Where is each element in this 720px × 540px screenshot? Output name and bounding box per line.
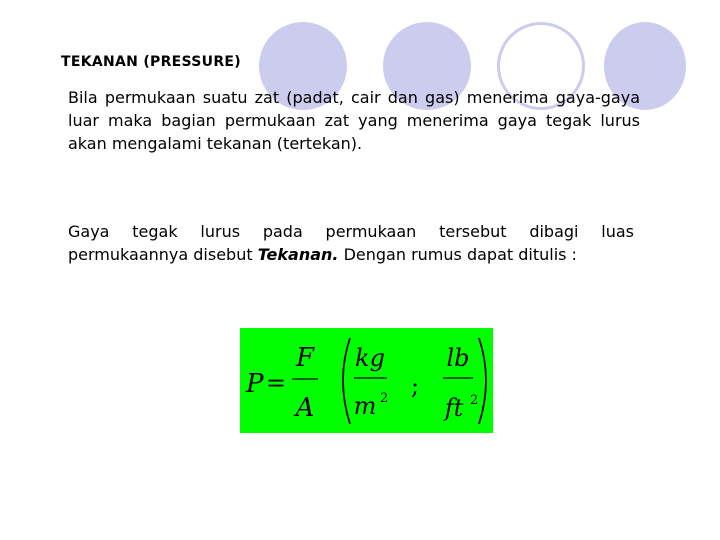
- formula-right-paren: [479, 338, 486, 424]
- formula-denominator-a: A: [295, 393, 315, 423]
- pressure-formula: [240, 328, 493, 433]
- paragraph-1: Bila permukaan suatu zat (padat, cair dan gas) menerima gaya-gaya luar maka bagian permukaan zat yang menerima gaya tegak lurus akan mengalami tekanan (tertekan).: [68, 88, 640, 153]
- formula-unit2-exponent: 2: [470, 393, 479, 408]
- formula-unit1-exponent: 2: [380, 391, 389, 406]
- formula-unit-ft: ft: [444, 394, 464, 422]
- formula-svg: [240, 328, 493, 433]
- paragraph-2: [68, 220, 634, 266]
- formula-unit-lb: lb: [446, 344, 470, 372]
- paragraph-2-text-end: Dengan rumus dapat ditulis :: [338, 245, 577, 264]
- formula-unit-m: m: [353, 392, 377, 420]
- formula-p: P: [246, 369, 264, 399]
- formula-separator: ;: [411, 372, 420, 400]
- paragraph-2-text: Gaya tegak lurus pada permukaan tersebut dibagi luas permukaannya disebut: [68, 222, 634, 264]
- formula-left-paren: [343, 338, 350, 424]
- slide-title: TEKANAN (PRESSURE): [61, 54, 241, 70]
- formula-equals: =: [266, 369, 287, 397]
- formula-numerator-f: F: [295, 343, 315, 373]
- formula-unit-kg: kg: [355, 344, 385, 372]
- term-tekanan: Tekanan.: [257, 245, 339, 264]
